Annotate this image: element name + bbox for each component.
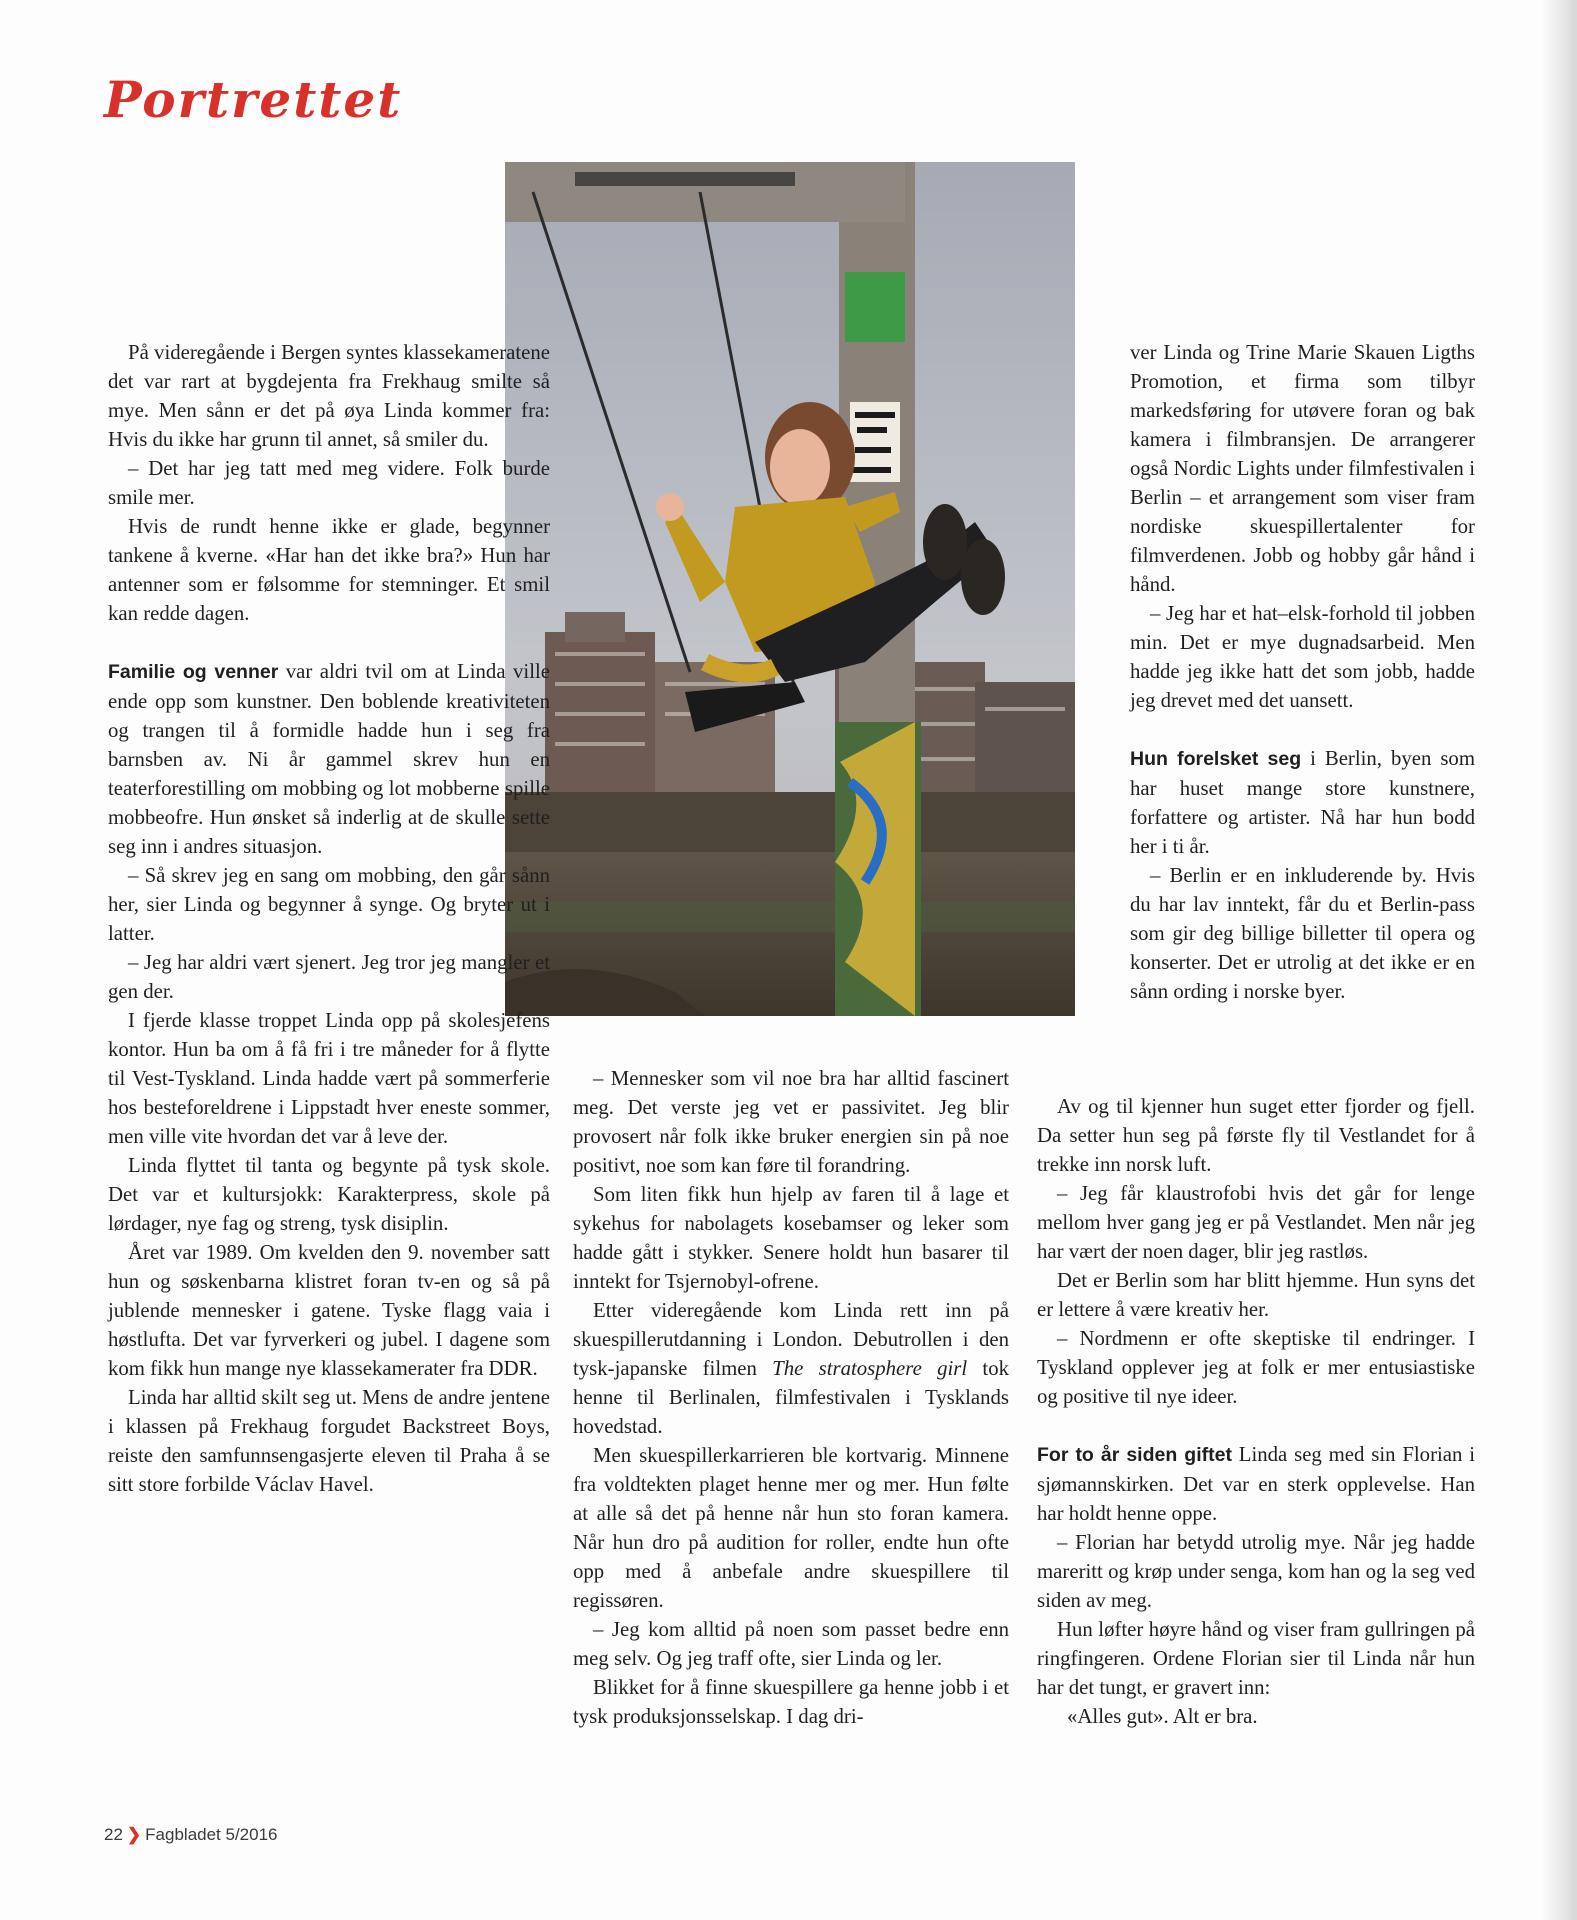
article-column-right-top xyxy=(1130,338,1475,1006)
paragraph-familie xyxy=(108,657,550,861)
paragraph: Hun løfter høyre hånd og viser fram gullringen på ringfingeren. Ordene Florian sier til Linda når hun har det tungt, er gravert inn: xyxy=(1037,1618,1475,1699)
paragraph: – Jeg har aldri vært sjenert. Jeg tror jeg mangler et gen der. xyxy=(108,951,550,1003)
paragraph: – Jeg kom alltid på noen som passet bedre enn meg selv. Og jeg traff ofte, sier Linda og ler. xyxy=(573,1618,1009,1670)
article-column-left xyxy=(108,338,550,1499)
article-column-middle xyxy=(573,1064,1009,1731)
paragraph: – Så skrev jeg en sang om mobbing, den går sånn her, sier Linda og begynner å synge. Og bryter ut i latter. xyxy=(108,864,550,945)
paragraph-text: Linda seg med sin Florian i sjømannskirken. Det var en sterk opplevelse. Han har holdt henne oppe. xyxy=(1037,1443,1475,1525)
paragraph: – Jeg har et hat–elsk-forhold til jobben min. Det er mye dugnadsarbeid. Men hadde jeg ikke hatt det som jobb, hadde jeg drevet med det uansett. xyxy=(1130,602,1475,712)
page-number: 22 xyxy=(104,1825,123,1844)
subhead-lead: For to år siden giftet xyxy=(1037,1444,1232,1466)
subhead-lead: Hun forelsket seg xyxy=(1130,748,1302,770)
paragraph: I fjerde klasse troppet Linda opp på skolesjefens kontor. Hun ba om å få fri i tre måneder for å flytte til Vest-Tyskland. Linda hadde vært på sommerferie hos besteforeldrene i Lippstadt hver eneste sommer, men ville vite hvordan det var å leve der. xyxy=(108,1009,550,1148)
paragraph: Blikket for å finne skuespillere ga henne jobb i et tysk produksjonsselskap. I dag dri- xyxy=(573,1676,1009,1728)
page-footer xyxy=(104,1825,278,1845)
paragraph: På videregående i Bergen syntes klassekameratene det var rart at bygdejenta fra Frekhaug smilte så mye. Men sånn er det på øya Linda kommer fra: Hvis du ikke har grunn til annet, så smiler du. xyxy=(108,341,550,451)
paragraph-forelsket xyxy=(1130,744,1475,861)
paragraph: ver Linda og Trine Marie Skauen Ligths Promotion, et firma som tilbyr markedsføring for utøvere foran og bak kamera i filmbransjen. De arrangerer også Nordic Lights under filmfestivalen i Berlin – et arrangement som viser fram nordiske skuespillertalenter for filmverdenen. Jobb og hobby går hånd i hånd. xyxy=(1130,341,1475,596)
film-title: The stratosphere girl xyxy=(772,1357,968,1380)
subhead-lead: Familie og venner xyxy=(108,661,279,683)
paragraph: Det er Berlin som har blitt hjemme. Hun syns det er lettere å være kreativ her. xyxy=(1037,1269,1475,1321)
paragraph: – Berlin er en inkluderende by. Hvis du har lav inntekt, får du et Berlin-pass som gir deg billige billetter til opera og konserter. Det er utrolig at det ikke er en sånn ording i norske byer. xyxy=(1130,864,1475,1003)
chevron-right-icon: ❯ xyxy=(126,1825,142,1844)
paragraph-giftet xyxy=(1037,1440,1475,1528)
paragraph-film xyxy=(573,1296,1009,1441)
paragraph-text: tok henne til Berlinalen, filmfestivalen i Tysklands hovedstad. xyxy=(573,1357,1009,1438)
paragraph: – Nordmenn er ofte skeptiske til endringer. I Tyskland opplever jeg at folk er mer entusiastiske og positive til nye ideer. xyxy=(1037,1327,1475,1408)
paragraph-text: var aldri tvil om at Linda ville ende opp som kunstner. Den boblende kreativiteten og trangen til å formidle hadde hun i seg fra barnsben av. Ni år gammel skrev hun en teaterforestilling om mobbing og lot mobberne spille mobbeofre. Hun ønsket så inderlig at de skulle sette seg inn i andres situasjon. xyxy=(108,660,550,858)
paragraph: – Mennesker som vil noe bra har alltid fascinert meg. Det verste jeg vet er passivitet. Jeg blir provosert når folk ikke bruker energien sin på noe positivt, noe som kan føre til forandring. xyxy=(573,1067,1009,1177)
paragraph: – Florian har betydd utrolig mye. Når jeg hadde mareritt og krøp under senga, kom han og la seg ved siden av meg. xyxy=(1037,1531,1475,1612)
paragraph: Av og til kjenner hun suget etter fjorder og fjell. Da setter hun seg på første fly til Vestlandet for å trekke inn norsk luft. xyxy=(1037,1095,1475,1176)
paragraph: – Det har jeg tatt med meg videre. Folk burde smile mer. xyxy=(108,457,550,509)
page-edge xyxy=(1572,0,1577,1920)
paragraph: Som liten fikk hun hjelp av faren til å lage et sykehus for nabolagets kosebamser og leker som hadde gått i stykker. Senere holdt hun basarer til inntekt for Tsjernobyl-ofrene. xyxy=(573,1183,1009,1293)
paragraph: – Jeg får klaustrofobi hvis det går for lenge mellom hver gang jeg er på Vestlandet. Men når jeg har vært der noen dager, blir jeg rastløs. xyxy=(1037,1182,1475,1263)
paragraph: Året var 1989. Om kvelden den 9. november satt hun og søskenbarna klistret foran tv-en og så på jublende mennesker i gatene. Tyske flagg vaia i høstlufta. Det var fyrverkeri og jubel. I dagene som kom fikk hun mange nye klassekamerater fra DDR. xyxy=(108,1241,550,1380)
paragraph: Men skuespillerkarrieren ble kortvarig. Minnene fra voldtekten plaget henne mer og mer. Hun følte at alle så det på henne når hun sto foran kamera. Når hun dro på audition for roller, endte hun ofte opp med å anbefale andre skuespillere til regissøren. xyxy=(573,1444,1009,1612)
paragraph: Linda flyttet til tanta og begynte på tysk skole. Det var et kultursjokk: Karakterpress, skole på lørdager, nye fag og streng, tysk disiplin. xyxy=(108,1154,550,1235)
paragraph-text: i Berlin, byen som har huset mange store kunstnere, forfattere og artister. Nå har hun bodd her i ti år. xyxy=(1130,747,1475,858)
section-title: Portrettet xyxy=(104,70,403,129)
closing-quote: «Alles gut». Alt er bra. xyxy=(1067,1705,1258,1728)
article-column-right-bottom xyxy=(1037,1092,1475,1731)
swing-photo xyxy=(505,162,1075,1016)
paragraph: Hvis de rundt henne ikke er glade, begynner tankene å kverne. «Har han det ikke bra?» Hun har antenner som er følsomme for stemninger. Et smil kan redde dagen. xyxy=(108,515,550,625)
paragraph-text: Etter videregående kom Linda rett inn på skuespillerutdanning i London. Debutrollen i den tysk-japanske filmen xyxy=(573,1299,1009,1380)
publication-name: Fagbladet 5/2016 xyxy=(145,1825,278,1844)
paragraph: Linda har alltid skilt seg ut. Mens de andre jentene i klassen på Frekhaug forgudet Backstreet Boys, reiste den samfunnsengasjerte eleven til Praha å se sitt store forbilde Václav Havel. xyxy=(108,1386,550,1496)
